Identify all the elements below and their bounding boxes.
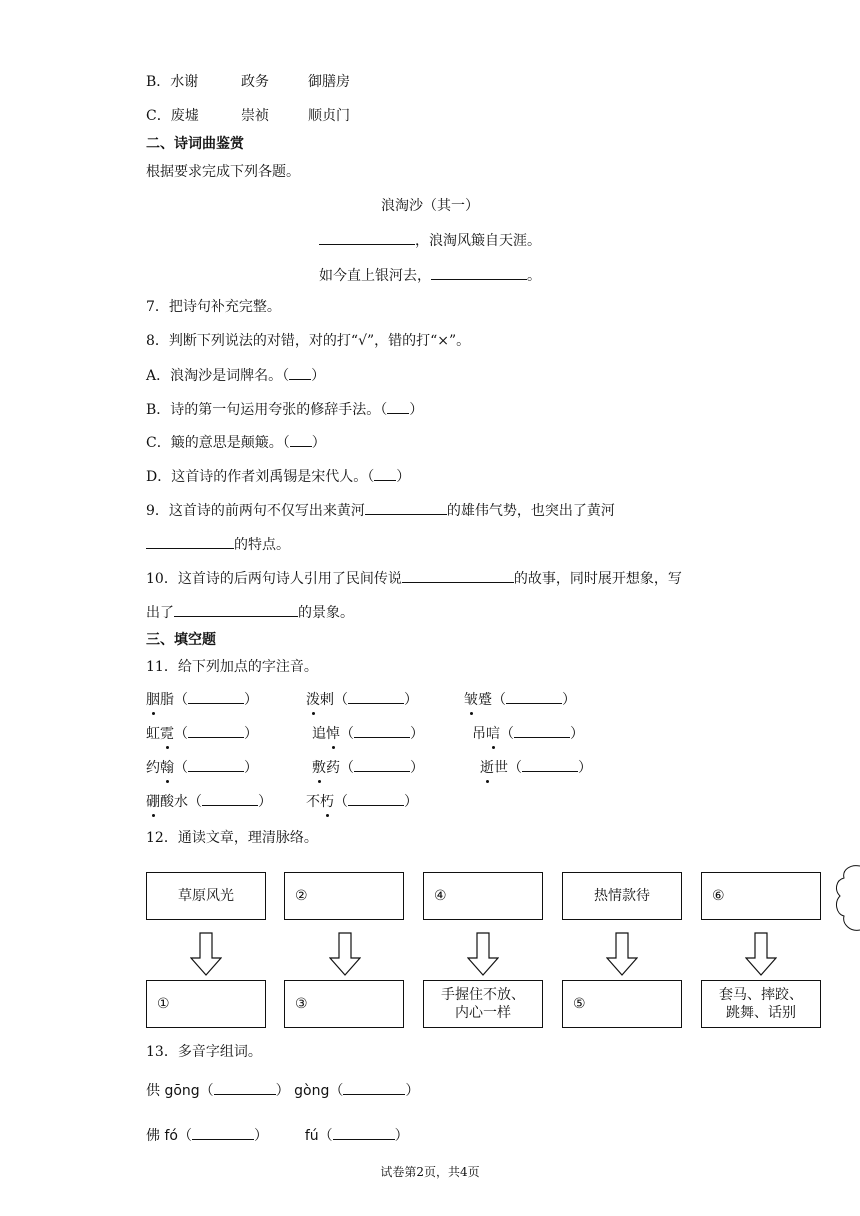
q8-item-b-text: B．诗的第一句运用夸张的修辞手法。（ (146, 402, 388, 418)
flow-bottom-1 (146, 980, 266, 1028)
q11-dotted-char: 逝 (480, 760, 494, 776)
q11-dotted-char: 悼 (326, 726, 340, 742)
q11-blank[interactable] (188, 689, 244, 704)
q11-dotted-char: 硼 (146, 794, 160, 810)
q11-dotted-char: 霓 (160, 726, 174, 742)
flow-top-5-text: ⑥ (712, 888, 725, 904)
q11-item (146, 689, 258, 710)
option-c (146, 106, 350, 126)
q11-post: 剌（ (320, 692, 348, 708)
poem-blank-1[interactable] (319, 230, 415, 245)
flow-top-5 (701, 872, 821, 920)
flow-top-1-text: 草原风光 (178, 888, 234, 904)
q11-item (312, 723, 424, 744)
q11-pre: 追 (312, 726, 326, 742)
q11-post: （ (340, 726, 354, 742)
q11-dotted-char: 胭 (146, 692, 160, 708)
q8-item-b (146, 399, 423, 420)
poem-line2-end: 。 (527, 268, 541, 284)
q8-item-d-text: D．这首诗的作者刘禹锡是宋代人。（ (146, 469, 375, 485)
poem-line2-text: 如今直上银河去， (319, 268, 431, 284)
q11-close: ） (570, 726, 584, 742)
option-c-word3: 顺贞门 (308, 108, 350, 124)
q9-text-b: 的雄伟气势，也突出了黄河 (446, 503, 615, 519)
q10-line1 (146, 568, 682, 589)
q8-stem: 8．判断下列说法的对错，对的打“√”，错的打“×”。 (146, 333, 471, 349)
q10-line2 (146, 602, 354, 623)
q13-blank[interactable] (192, 1125, 254, 1140)
q11-close: ） (244, 726, 258, 742)
flow-top-4 (562, 872, 682, 920)
q13-blank[interactable] (343, 1080, 405, 1095)
flow-bottom-4 (562, 980, 682, 1028)
q13-row1-py2: gòng（ (294, 1083, 344, 1099)
down-arrow-icon (606, 932, 638, 976)
q11-close: ） (410, 760, 424, 776)
q11-post: 脂（ (160, 692, 188, 708)
q11-post: 蹙（ (478, 692, 506, 708)
q10-text-b: 的故事，同时展开想象，写 (513, 571, 682, 587)
q11-blank[interactable] (514, 723, 570, 738)
q11-pre: 吊 (472, 726, 486, 742)
q11-close: ） (578, 760, 592, 776)
down-arrow-icon (190, 932, 222, 976)
flow-bottom-3 (423, 980, 543, 1028)
q11-dotted-char: 翰 (160, 760, 174, 776)
q7-stem: 7．把诗句补充完整。 (146, 299, 281, 315)
q11-item (146, 791, 272, 812)
q12-stem: 12．通读文章，理清脉络。 (146, 830, 318, 846)
q11-post: （ (500, 726, 514, 742)
q11-close: ） (562, 692, 576, 708)
q13-close: ） (394, 1128, 409, 1144)
option-c-word2: 崇祯 (241, 108, 269, 124)
q13-blank[interactable] (333, 1125, 395, 1140)
down-arrow-icon (745, 932, 777, 976)
q11-post: 酸水（ (160, 794, 202, 810)
q11-blank[interactable] (202, 791, 258, 806)
section2-heading: 二、诗词曲鉴赏 (146, 136, 244, 152)
q13-row2 (146, 1125, 409, 1146)
flow-bottom-2-text: ③ (295, 996, 308, 1012)
q13-close: ） (253, 1128, 268, 1144)
q8-item-c-text: C．簸的意思是颠簸。（ (146, 435, 290, 451)
option-b-label: B．水谢 (146, 74, 199, 90)
flow-top-2-text: ② (295, 888, 308, 904)
q13-blank[interactable] (214, 1080, 276, 1095)
q11-item (306, 791, 418, 812)
q8-blank-d[interactable] (374, 466, 396, 481)
poem-blank-2[interactable] (431, 265, 527, 280)
q13-close: ） (405, 1083, 420, 1099)
q11-dotted-char: 唁 (486, 726, 500, 742)
flow-bottom-2 (284, 980, 404, 1028)
q10-text-a: 10．这首诗的后两句诗人引用了民间传说 (146, 571, 402, 587)
q11-item (480, 757, 592, 778)
q11-blank[interactable] (348, 791, 404, 806)
q11-post: 药（ (326, 760, 354, 776)
flow-top-4-text: 热情款待 (594, 888, 650, 904)
poem-line1 (0, 230, 860, 251)
q10-text-d: 的景象。 (298, 605, 354, 621)
q8-item-a-close: ） (311, 368, 326, 384)
page-footer: 试卷第2页，共4页 (380, 1165, 480, 1179)
q13-stem: 13．多音字组词。 (146, 1044, 262, 1060)
q11-post: （ (174, 726, 188, 742)
q9-blank-1[interactable] (365, 500, 447, 515)
q11-item (306, 689, 418, 710)
section2-instruction: 根据要求完成下列各题。 (146, 164, 300, 180)
poem-line2 (0, 265, 860, 286)
q11-item (472, 723, 584, 744)
q9-line2 (146, 534, 290, 555)
q11-blank[interactable] (354, 723, 410, 738)
q11-stem: 11．给下列加点的字注音。 (146, 659, 318, 675)
q11-blank[interactable] (522, 757, 578, 772)
q10-blank-2[interactable] (174, 602, 298, 617)
option-b-word3: 御膳房 (308, 74, 350, 90)
q8-blank-a[interactable] (289, 365, 311, 380)
flow-bottom-5 (701, 980, 821, 1028)
down-arrow-icon (467, 932, 499, 976)
q8-blank-c[interactable] (290, 432, 312, 447)
q11-close: ） (244, 692, 258, 708)
q8-item-a-text: A．浪淘沙是词牌名。（ (146, 368, 290, 384)
flow-bottom-4-text: ⑤ (573, 996, 586, 1012)
q13-close: ） (275, 1083, 290, 1099)
q11-blank[interactable] (354, 757, 410, 772)
q8-item-d (146, 466, 410, 487)
option-b (146, 72, 350, 92)
q8-blank-b[interactable] (387, 399, 409, 414)
q13-row2-py2: fú（ (304, 1128, 333, 1144)
q11-post: （ (174, 760, 188, 776)
q8-item-b-close: ） (409, 402, 424, 418)
q11-post: （ (334, 794, 348, 810)
q11-dotted-char: 皱 (464, 692, 478, 708)
q9-text-a: 9．这首诗的前两句不仅写出来黄河 (146, 503, 365, 519)
q8-item-c-close: ） (311, 435, 326, 451)
q13-row2-char: 佛 (146, 1128, 160, 1144)
q11-item (146, 723, 258, 744)
section3-heading: 三、填空题 (146, 632, 216, 648)
q11-post: 世（ (494, 760, 522, 776)
cloud-shape-partial (834, 862, 860, 934)
q8-item-a (146, 365, 325, 386)
q11-dotted-char: 敷 (312, 760, 326, 776)
q11-pre: 约 (146, 760, 160, 776)
flow-bottom-1-text: ① (157, 996, 170, 1012)
q11-close: ） (404, 794, 418, 810)
q11-item (464, 689, 576, 710)
q11-blank[interactable] (188, 723, 244, 738)
q11-blank[interactable] (506, 689, 562, 704)
q11-dotted-char: 朽 (320, 794, 334, 810)
option-b-word2: 政务 (241, 74, 269, 90)
q11-close: ） (410, 726, 424, 742)
q10-blank-1[interactable] (402, 568, 514, 583)
flow-top-1 (146, 872, 266, 920)
q13-row1-py1: gōng（ (164, 1083, 214, 1099)
q11-dotted-char: 泼 (306, 692, 320, 708)
q11-close: ） (244, 760, 258, 776)
flow-top-2 (284, 872, 404, 920)
q11-item (312, 757, 424, 778)
q10-text-c: 出了 (146, 605, 174, 621)
poem-title: 浪淘沙（其一） (381, 198, 479, 214)
q9-blank-2[interactable] (146, 534, 234, 549)
q8-item-d-close: ） (396, 469, 411, 485)
q13-row1 (146, 1080, 419, 1101)
q11-pre: 虹 (146, 726, 160, 742)
q13-row1-char: 供 (146, 1083, 160, 1099)
down-arrow-icon (329, 932, 361, 976)
flow-bottom-3-text: 手握住不放、 内心一样 (441, 987, 525, 1021)
flow-bottom-5-text: 套马、摔跤、 跳舞、话别 (719, 987, 803, 1021)
flow-top-3 (423, 872, 543, 920)
flow-top-3-text: ④ (434, 888, 447, 904)
q11-pre: 不 (306, 794, 320, 810)
q11-close: ） (404, 692, 418, 708)
q9-text-c: 的特点。 (234, 537, 290, 553)
q11-blank[interactable] (348, 689, 404, 704)
q8-item-c (146, 432, 326, 453)
q11-blank[interactable] (188, 757, 244, 772)
option-c-label: C．废墟 (146, 108, 199, 124)
poem-line1-text: ，浪淘风簸自天涯。 (415, 233, 541, 249)
q11-item (146, 757, 258, 778)
q11-close: ） (258, 794, 272, 810)
q13-row2-py1: fó（ (164, 1128, 192, 1144)
q9-line1 (146, 500, 615, 521)
